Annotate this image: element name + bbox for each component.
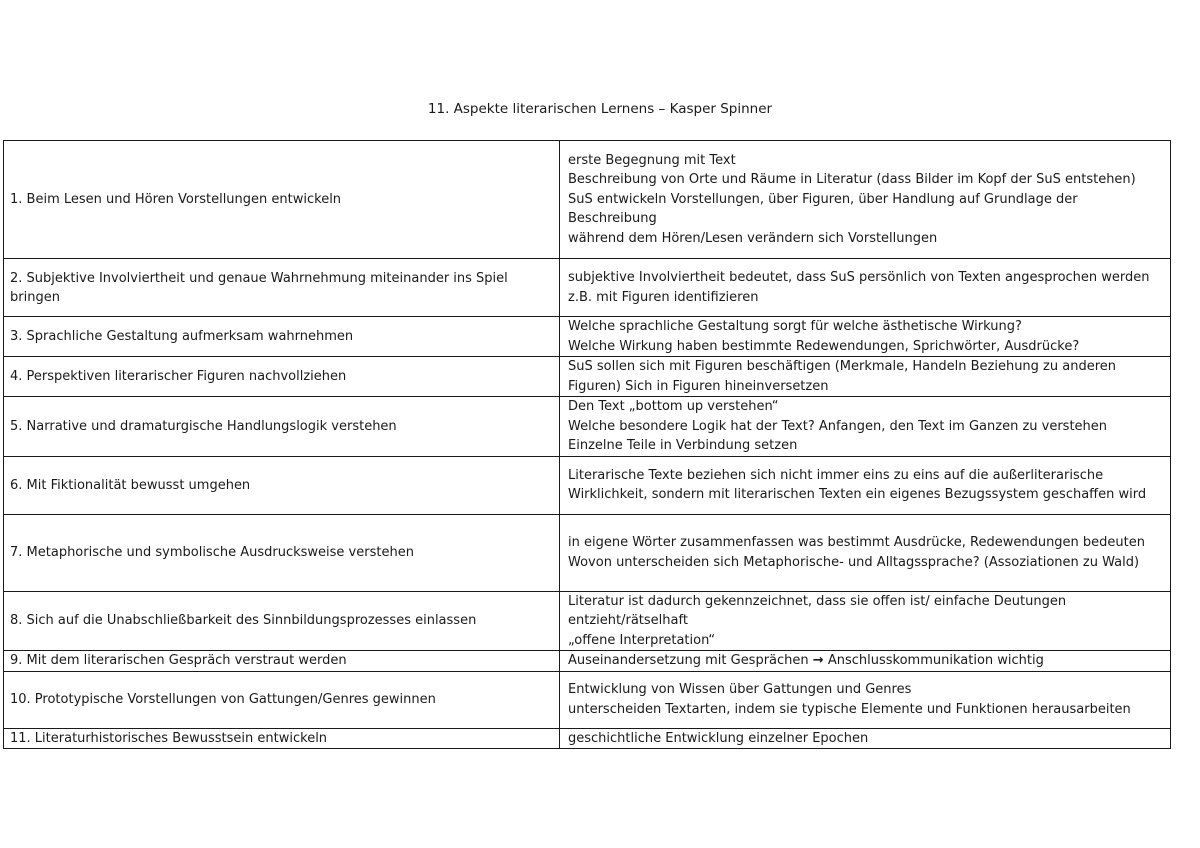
table-row [4, 591, 1171, 651]
document-title: 11. Aspekte literarischen Lernens – Kasper Spinner [427, 101, 773, 117]
note-text-after-arrow: Anschlusskommunikation wichtig [827, 653, 1044, 668]
note-line: Beschreibung von Orte und Räume in Literatur (dass Bilder im Kopf der SuS entstehen) [568, 172, 1136, 188]
note-line: subjektive Involviertheit bedeutet, dass SuS persönlich von Texten angesprochen werden [568, 270, 1150, 285]
notes-cell [560, 728, 1171, 749]
note-line: Entwicklung von Wissen über Gattungen und Genres [568, 682, 912, 697]
table-row [4, 728, 1171, 749]
aspect-cell: 9. Mit dem literarischen Gespräch verstraut werden [4, 651, 560, 672]
note-text-before-arrow: Auseinandersetzung mit Gesprächen [568, 653, 809, 668]
note-line: Wovon unterscheiden sich Metaphorische- und Alltagssprache? (Assoziationen zu Wald) [568, 554, 1140, 570]
note-line: erste Begegnung mit Text [568, 152, 736, 168]
right-arrow-icon: → [812, 653, 824, 668]
note-line: während dem Hören/Lesen verändern sich Vorstellungen [568, 230, 938, 246]
table-row [4, 456, 1171, 514]
note-line [568, 651, 1168, 671]
notes-cell [560, 591, 1171, 651]
aspect-cell: 7. Metaphorische und symbolische Ausdrucksweise verstehen [4, 514, 560, 591]
note-line: Literatur ist dadurch gekennzeichnet, dass sie offen ist/ einfache Deutungen entzieht/rätselhaft [568, 593, 1067, 628]
note-line: „offene Interpretation“ [568, 632, 716, 648]
table-row [4, 397, 1171, 457]
notes-cell [560, 397, 1171, 457]
aspect-cell: 8. Sich auf die Unabschließbarkeit des Sinnbildungsprozesses einlassen [4, 591, 560, 651]
notes-cell [560, 456, 1171, 514]
notes-cell [560, 357, 1171, 397]
aspect-cell: 6. Mit Fiktionalität bewusst umgehen [4, 456, 560, 514]
note-line: Einzelne Teile in Verbindung setzen [568, 438, 798, 453]
table-row [4, 671, 1171, 728]
aspect-cell: 1. Beim Lesen und Hören Vorstellungen entwickeln [4, 141, 560, 259]
notes-cell [560, 259, 1171, 317]
table-row [4, 259, 1171, 317]
notes-cell [560, 671, 1171, 728]
note-line: geschichtliche Entwicklung einzelner Epochen [568, 730, 869, 746]
notes-cell [560, 651, 1171, 672]
aspect-cell: 11. Literaturhistorisches Bewusstsein entwickeln [4, 728, 560, 749]
note-line: SuS sollen sich mit Figuren beschäftigen (Merkmale, Handeln Beziehung zu anderen Figuren) Sich in Figuren hineinversetzen [568, 359, 1116, 394]
note-line: z.B. mit Figuren identifizieren [568, 289, 759, 305]
aspect-cell: 3. Sprachliche Gestaltung aufmerksam wahrnehmen [4, 317, 560, 357]
note-line: Welche besondere Logik hat der Text? Anfangen, den Text im Ganzen zu verstehen [568, 418, 1108, 434]
aspect-cell: 2. Subjektive Involviertheit und genaue Wahrnehmung miteinander ins Spiel bringen [4, 259, 560, 317]
note-line: Welche Wirkung haben bestimmte Redewendungen, Sprichwörter, Ausdrücke? [568, 338, 1080, 354]
aspect-cell: 4. Perspektiven literarischer Figuren nachvollziehen [4, 357, 560, 397]
notes-cell [560, 141, 1171, 259]
note-line: in eigene Wörter zusammenfassen was bestimmt Ausdrücke, Redewendungen bedeuten [568, 535, 1146, 550]
table-row [4, 357, 1171, 397]
aspect-cell: 10. Prototypische Vorstellungen von Gattungen/Genres gewinnen [4, 671, 560, 728]
note-line: unterscheiden Textarten, indem sie typische Elemente und Funktionen herausarbeiten [568, 701, 1131, 717]
aspects-table [3, 140, 1171, 749]
note-line: SuS entwickeln Vorstellungen, über Figuren, über Handlung auf Grundlage der Beschreibung [568, 191, 1078, 227]
table-row [4, 514, 1171, 591]
notes-cell [560, 317, 1171, 357]
note-line: Welche sprachliche Gestaltung sorgt für welche ästhetische Wirkung? [568, 319, 1022, 334]
note-line: Literarische Texte beziehen sich nicht immer eins zu eins auf die außerliterarische Wirklichkeit, sondern mit literarischen Texten ein eigenes Bezugssystem geschaffen wird [568, 467, 1147, 502]
table-row [4, 651, 1171, 672]
note-line: Den Text „bottom up verstehen“ [568, 399, 779, 414]
notes-cell [560, 514, 1171, 591]
table-row [4, 141, 1171, 259]
table-row [4, 317, 1171, 357]
aspect-cell: 5. Narrative und dramaturgische Handlungslogik verstehen [4, 397, 560, 457]
